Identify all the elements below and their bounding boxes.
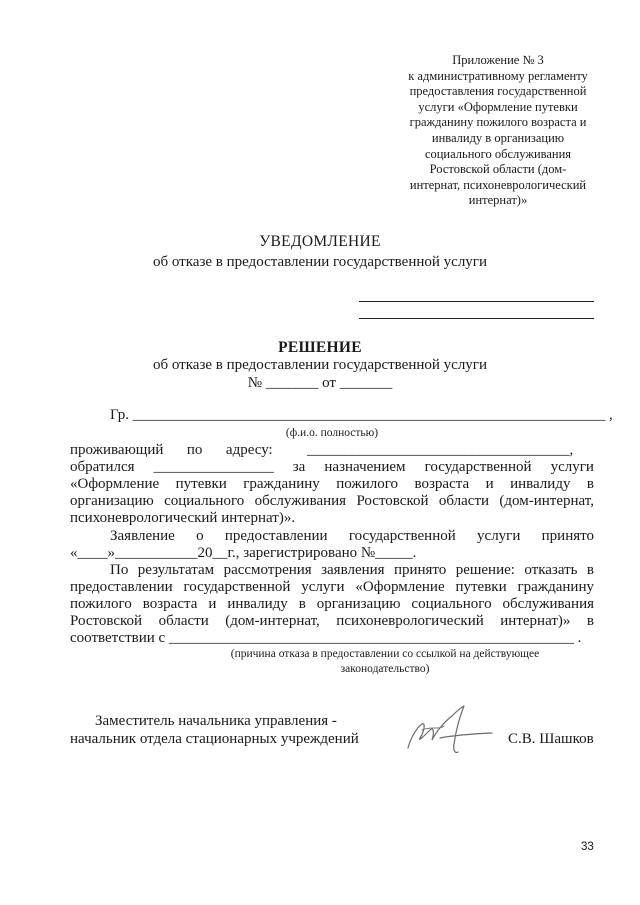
applied-word: назначением [324,459,406,475]
applied-word: услуги [550,459,594,475]
applied-line [70,459,594,476]
appendix-line: интернат, психоневрологический [409,177,587,192]
accepted-date-line: «____»___________20__г., зарегистрировано №_____. [70,545,417,561]
appendix-line: интернат)» [468,193,528,208]
notice-subtitle: об отказе в предоставлении государственной услуги [152,254,487,270]
result-line: соответствии с ______________________________________________________ . [70,630,582,646]
appendix-line: Ростовской области (дом- [429,162,567,177]
residing-label: проживающий по адресу: [70,442,273,458]
appendix-line: к административному регламенту [408,68,588,83]
reason-caption-line: (причина отказа в предоставлении со ссылкой на действующее [230,648,540,660]
result-line: пожилого возраста и инвалиду в организацию социального обслуживания [70,596,594,612]
appendix-line: гражданину пожилого возраста и [409,115,587,130]
service-line: организацию социального обслуживания Ростовской области (дом-интернат, [70,493,594,509]
notice-title: УВЕДОМЛЕНИЕ [259,233,381,250]
decision-title: РЕШЕНИЕ [278,339,362,356]
decision-number-line: № _______ от _______ [247,375,393,391]
citizen-caption: (ф.и.о. полностью) [285,427,379,439]
appendix-header [398,53,598,209]
appendix-line: инвалиду в организацию [431,130,565,145]
page-number: 33 [581,841,594,853]
signer-name: С.В. Шашков [508,731,594,747]
applied-word: за [292,459,306,475]
accepted-line: Заявление о предоставлении государственной услуги принято [110,528,594,544]
residing-blank: ___________________________________, [307,442,574,458]
reason-caption [190,647,580,677]
addressee-line [359,301,594,302]
service-line: «Оформление путевки гражданину пожилого возраста и инвалиду в [70,476,594,492]
decision-subtitle: об отказе в предоставлении государственной услуги [152,357,487,373]
applied-word: ________________ [153,459,274,475]
service-line: психоневрологический интернат)». [70,510,296,526]
applied-word: государственной [424,459,532,475]
result-line: предоставлении государственной услуги «Оформление путевки гражданину [70,579,594,595]
appendix-line: услуги «Оформление путевки [418,99,578,114]
signer-position-line: начальник отдела стационарных учреждений [70,731,359,747]
result-line: Ростовской области (дом-интернат, психоневрологический интернат)» в [70,613,594,629]
applied-word: обратился [70,459,135,475]
appendix-line: Приложение № 3 [452,53,544,67]
addressee-line [359,318,594,319]
result-line: По результатам рассмотрения заявления принято решение: отказать в [110,562,594,578]
citizen-line: Гр. _______________________________________________________________ , [110,407,613,423]
appendix-line: социального обслуживания [424,146,572,161]
reason-caption-line: законодательство) [340,663,430,675]
signer-position-line: Заместитель начальника управления - [95,713,337,729]
appendix-line: предоставления государственной [409,84,587,99]
handwritten-signature [400,700,500,760]
